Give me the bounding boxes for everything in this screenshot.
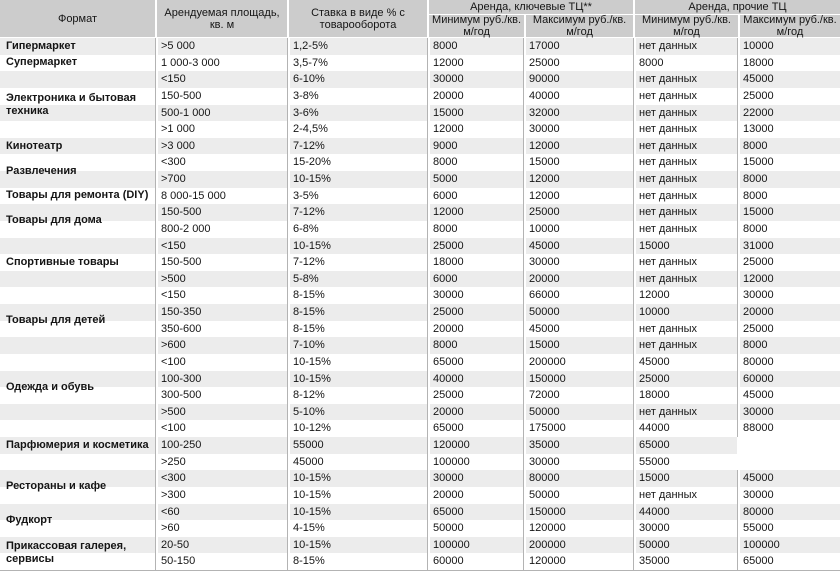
cell-format [0, 553, 155, 570]
table-row [0, 271, 840, 288]
table-row [0, 221, 840, 238]
cell-format [0, 371, 155, 388]
cell-max-key: 80000 [523, 470, 633, 487]
cell-min-key: 20000 [427, 321, 523, 338]
cell-max-other: 13000 [737, 121, 840, 138]
cell-min-other: 25000 [633, 371, 737, 388]
cell-max-other: 25000 [737, 254, 840, 271]
cell-max-other: 8000 [737, 171, 840, 188]
table-row [0, 537, 840, 554]
table-body [0, 38, 840, 570]
cell-rate: 6-8% [287, 221, 427, 238]
column-group-key-malls [427, 0, 633, 37]
cell-max-other: 25000 [737, 321, 840, 338]
table-row [0, 454, 840, 471]
cell-format [0, 204, 155, 221]
cell-area: 150-500 [155, 254, 287, 271]
cell-area: 8 000-15 000 [155, 188, 287, 205]
cell-format [0, 138, 155, 155]
group-header-other-malls: Аренда, прочие ТЦ [635, 0, 840, 15]
cell-area: 1 000-3 000 [155, 55, 287, 72]
cell-format [0, 437, 155, 454]
cell-max-key: 20000 [523, 271, 633, 288]
cell-min-key: 6000 [427, 188, 523, 205]
format-label: Кинотеатр [6, 139, 63, 152]
cell-max-other: 30000 [737, 487, 840, 504]
cell-max-key: 15000 [523, 154, 633, 171]
cell-min-other: нет данных [633, 71, 737, 88]
cell-area: >300 [155, 487, 287, 504]
cell-max-key: 150000 [523, 371, 633, 388]
format-label: Товары для дома [6, 214, 102, 227]
cell-min-key: 12000 [427, 121, 523, 138]
cell-max-other: 60000 [737, 371, 840, 388]
cell-rate: 7-10% [287, 337, 427, 354]
cell-min-other: нет данных [633, 121, 737, 138]
format-label: Одежда и обувь [6, 380, 95, 393]
cell-area: <150 [155, 71, 287, 88]
cell-area: >60 [155, 520, 287, 537]
cell-format [0, 354, 155, 371]
cell-min-other: 12000 [633, 287, 737, 304]
cell-area: 20-50 [155, 537, 287, 554]
cell-min-key: 30000 [427, 470, 523, 487]
cell-format [0, 38, 155, 55]
cell-area: 150-500 [155, 88, 287, 105]
cell-max-key: 45000 [523, 238, 633, 255]
group-header-key-malls: Аренда, ключевые ТЦ** [429, 0, 633, 15]
table-row [0, 287, 840, 304]
cell-max-other: 100000 [737, 537, 840, 554]
cell-rate: 10-15% [287, 238, 427, 255]
table-row [0, 387, 840, 404]
table-row [0, 38, 840, 55]
column-header-min-key: Минимум руб./кв. м/год [429, 15, 524, 37]
cell-area: <60 [155, 504, 287, 521]
cell-format [0, 387, 155, 404]
table-row [0, 71, 840, 88]
cell-min-other: 8000 [633, 55, 737, 72]
cell-max-other: 31000 [737, 238, 840, 255]
cell-max-other: 65000 [737, 553, 840, 570]
cell-rate: 15-20% [287, 154, 427, 171]
cell-rate: 10-15% [287, 487, 427, 504]
cell-max-other: 30000 [737, 287, 840, 304]
cell-max-key: 10000 [523, 221, 633, 238]
cell-min-other: нет данных [633, 221, 737, 238]
cell-rate: 8-15% [287, 553, 427, 570]
cell-rate: 10-15% [287, 537, 427, 554]
cell-area: <100 [155, 354, 287, 371]
cell-min-other: 35000 [633, 553, 737, 570]
table-row [0, 371, 840, 388]
cell-min-other: 44000 [633, 504, 737, 521]
cell-area: 100-300 [155, 371, 287, 388]
table-row [0, 105, 840, 122]
cell-area: >1 000 [155, 121, 287, 138]
cell-max-other: 88000 [737, 420, 840, 437]
format-label: Развлечения [6, 164, 77, 177]
table-row [0, 504, 840, 521]
column-group-other-malls [633, 0, 840, 37]
table-row [0, 354, 840, 371]
cell-min-key: 30000 [427, 287, 523, 304]
cell-min-key: 18000 [427, 254, 523, 271]
cell-min-other: нет данных [633, 88, 737, 105]
cell-min-key: 65000 [427, 420, 523, 437]
cell-rate: 10-15% [287, 504, 427, 521]
cell-min-other: нет данных [633, 171, 737, 188]
cell-max-other: 8000 [737, 221, 840, 238]
cell-min-other: 55000 [633, 454, 737, 471]
cell-rate: 7-12% [287, 254, 427, 271]
cell-min-key: 8000 [427, 38, 523, 55]
column-header-max-key: Максимум руб./кв. м/год [524, 15, 633, 37]
table-row [0, 487, 840, 504]
cell-rate: 2-4,5% [287, 121, 427, 138]
cell-rate: 55000 [287, 437, 427, 454]
cell-area: <150 [155, 287, 287, 304]
format-label: Парфюмерия и косметика [6, 438, 149, 451]
cell-min-other: нет данных [633, 254, 737, 271]
cell-area: 150-500 [155, 204, 287, 221]
cell-max-key: 200000 [523, 354, 633, 371]
cell-min-key: 8000 [427, 154, 523, 171]
format-label: Электроника и бытовая техника [6, 91, 137, 117]
cell-max-key: 72000 [523, 387, 633, 404]
cell-min-key: 25000 [427, 238, 523, 255]
cell-max-key: 40000 [523, 88, 633, 105]
cell-max-other: 55000 [737, 520, 840, 537]
cell-area: >250 [155, 454, 287, 471]
format-label: Гипермаркет [6, 39, 76, 52]
cell-min-key: 15000 [427, 105, 523, 122]
column-header-max-other: Максимум руб./кв. м/год [738, 15, 840, 37]
cell-min-other: нет данных [633, 487, 737, 504]
cell-rate: 8-15% [287, 304, 427, 321]
cell-max-key: 90000 [523, 71, 633, 88]
cell-min-key: 40000 [427, 371, 523, 388]
cell-max-key: 12000 [523, 188, 633, 205]
table-row [0, 437, 840, 454]
cell-max-other: 15000 [737, 154, 840, 171]
table-row [0, 188, 840, 205]
cell-area: <300 [155, 154, 287, 171]
cell-format [0, 154, 155, 171]
cell-format [0, 271, 155, 288]
format-label: Прикассовая галерея, сервисы [6, 540, 127, 566]
column-header-min-other: Минимум руб./кв. м/год [635, 15, 738, 37]
table-row [0, 154, 840, 171]
cell-min-key: 30000 [427, 71, 523, 88]
cell-rate: 5-8% [287, 271, 427, 288]
cell-min-other: нет данных [633, 404, 737, 421]
cell-max-key: 50000 [523, 487, 633, 504]
cell-min-other: 50000 [633, 537, 737, 554]
table-row [0, 55, 840, 72]
cell-area: >700 [155, 171, 287, 188]
cell-area: <100 [155, 420, 287, 437]
table-row [0, 520, 840, 537]
cell-rate: 3-5% [287, 188, 427, 205]
table-row [0, 337, 840, 354]
cell-format [0, 254, 155, 271]
cell-area: >5 000 [155, 38, 287, 55]
cell-area: 500-1 000 [155, 105, 287, 122]
cell-max-key: 30000 [523, 121, 633, 138]
cell-rate: 10-15% [287, 171, 427, 188]
format-label: Товары для детей [6, 314, 106, 327]
cell-format [0, 88, 155, 105]
cell-max-key: 12000 [523, 138, 633, 155]
table-row [0, 204, 840, 221]
table-row [0, 420, 840, 437]
cell-min-other: 15000 [633, 238, 737, 255]
cell-rate: 5-10% [287, 404, 427, 421]
format-label: Супермаркет [6, 56, 78, 69]
cell-area: >500 [155, 404, 287, 421]
cell-rate: 7-12% [287, 204, 427, 221]
format-label: Спортивные товары [6, 255, 119, 268]
table-row [0, 470, 840, 487]
cell-max-key: 120000 [523, 553, 633, 570]
cell-rate: 7-12% [287, 138, 427, 155]
cell-format [0, 420, 155, 437]
table-row [0, 171, 840, 188]
cell-max-key: 66000 [523, 287, 633, 304]
cell-format [0, 287, 155, 304]
cell-format [0, 121, 155, 138]
cell-rate: 3,5-7% [287, 55, 427, 72]
cell-max-other: 20000 [737, 304, 840, 321]
cell-format [0, 105, 155, 122]
cell-max-key: 17000 [523, 38, 633, 55]
cell-area: 150-350 [155, 304, 287, 321]
cell-min-other: нет данных [633, 105, 737, 122]
table-row [0, 121, 840, 138]
table-row [0, 88, 840, 105]
table-bottom-border [0, 570, 840, 576]
cell-rate: 4-15% [287, 520, 427, 537]
cell-area: 100-250 [155, 437, 287, 454]
cell-min-other: нет данных [633, 337, 737, 354]
cell-format [0, 321, 155, 338]
cell-min-key: 6000 [427, 271, 523, 288]
cell-rate: 10-12% [287, 420, 427, 437]
cell-min-key: 20000 [427, 487, 523, 504]
cell-max-other: 12000 [737, 271, 840, 288]
cell-min-other: нет данных [633, 154, 737, 171]
cell-format [0, 171, 155, 188]
cell-rate: 3-6% [287, 105, 427, 122]
cell-min-other: 45000 [633, 354, 737, 371]
cell-min-other: нет данных [633, 38, 737, 55]
cell-min-other: нет данных [633, 138, 737, 155]
cell-min-key: 120000 [427, 437, 523, 454]
cell-area: <300 [155, 470, 287, 487]
cell-max-key: 35000 [523, 437, 633, 454]
cell-rate: 10-15% [287, 470, 427, 487]
cell-max-other: 8000 [737, 138, 840, 155]
cell-area: 50-150 [155, 553, 287, 570]
cell-min-other: 15000 [633, 470, 737, 487]
cell-min-key: 60000 [427, 553, 523, 570]
cell-min-key: 20000 [427, 88, 523, 105]
cell-max-other: 15000 [737, 204, 840, 221]
cell-area: <150 [155, 238, 287, 255]
cell-min-other: нет данных [633, 188, 737, 205]
cell-max-other: 25000 [737, 88, 840, 105]
cell-max-key: 15000 [523, 337, 633, 354]
cell-min-key: 5000 [427, 171, 523, 188]
cell-area: >500 [155, 271, 287, 288]
cell-max-other: 45000 [737, 387, 840, 404]
cell-min-key: 25000 [427, 387, 523, 404]
cell-max-key: 32000 [523, 105, 633, 122]
cell-max-other: 22000 [737, 105, 840, 122]
cell-min-other: нет данных [633, 271, 737, 288]
cell-format [0, 304, 155, 321]
cell-min-other: нет данных [633, 204, 737, 221]
cell-format [0, 454, 155, 471]
table-header [0, 0, 840, 38]
cell-rate: 8-15% [287, 321, 427, 338]
cell-max-other: 45000 [737, 71, 840, 88]
cell-min-other: 18000 [633, 387, 737, 404]
cell-min-key: 65000 [427, 354, 523, 371]
cell-max-key: 30000 [523, 254, 633, 271]
cell-format [0, 71, 155, 88]
cell-max-key: 175000 [523, 420, 633, 437]
cell-rate: 8-12% [287, 387, 427, 404]
cell-rate: 45000 [287, 454, 427, 471]
cell-area: >3 000 [155, 138, 287, 155]
cell-min-key: 65000 [427, 504, 523, 521]
table-row [0, 553, 840, 570]
cell-min-key: 9000 [427, 138, 523, 155]
cell-max-key: 150000 [523, 504, 633, 521]
cell-format [0, 188, 155, 205]
cell-max-other: 10000 [737, 38, 840, 55]
cell-max-other: 45000 [737, 470, 840, 487]
table-row [0, 238, 840, 255]
cell-format [0, 404, 155, 421]
cell-min-key: 50000 [427, 520, 523, 537]
cell-min-other: нет данных [633, 321, 737, 338]
column-header-rate: Ставка в виде % с товарооборота [287, 0, 427, 37]
cell-rate: 6-10% [287, 71, 427, 88]
cell-area: 300-500 [155, 387, 287, 404]
cell-max-key: 50000 [523, 404, 633, 421]
cell-min-other: 65000 [633, 437, 737, 454]
cell-min-key: 12000 [427, 204, 523, 221]
cell-format [0, 504, 155, 521]
cell-format [0, 221, 155, 238]
cell-rate: 8-15% [287, 287, 427, 304]
cell-max-key: 200000 [523, 537, 633, 554]
table-row [0, 138, 840, 155]
cell-max-key: 50000 [523, 304, 633, 321]
format-label: Рестораны и кафе [6, 480, 107, 493]
cell-format [0, 487, 155, 504]
table-row [0, 254, 840, 271]
cell-max-other [737, 437, 840, 454]
cell-max-other: 80000 [737, 354, 840, 371]
cell-max-key: 45000 [523, 321, 633, 338]
cell-max-key: 25000 [523, 55, 633, 72]
cell-max-key: 30000 [523, 454, 633, 471]
cell-max-other [737, 454, 840, 471]
column-header-area: Арендуемая площадь, кв. м [155, 0, 287, 37]
format-label: Фудкорт [6, 513, 53, 526]
cell-min-key: 100000 [427, 537, 523, 554]
cell-max-key: 25000 [523, 204, 633, 221]
cell-max-other: 18000 [737, 55, 840, 72]
cell-min-other: 44000 [633, 420, 737, 437]
cell-max-key: 12000 [523, 171, 633, 188]
cell-format [0, 337, 155, 354]
cell-min-key: 8000 [427, 337, 523, 354]
table-row [0, 304, 840, 321]
cell-format [0, 520, 155, 537]
cell-min-key: 20000 [427, 404, 523, 421]
cell-min-key: 100000 [427, 454, 523, 471]
cell-max-key: 120000 [523, 520, 633, 537]
table-row [0, 404, 840, 421]
cell-rate: 3-8% [287, 88, 427, 105]
cell-format [0, 55, 155, 72]
cell-format [0, 537, 155, 554]
cell-area: 800-2 000 [155, 221, 287, 238]
cell-min-key: 8000 [427, 221, 523, 238]
cell-format [0, 238, 155, 255]
cell-area: >600 [155, 337, 287, 354]
cell-rate: 1,2-5% [287, 38, 427, 55]
cell-min-key: 25000 [427, 304, 523, 321]
cell-format [0, 470, 155, 487]
cell-max-other: 80000 [737, 504, 840, 521]
cell-min-key: 12000 [427, 55, 523, 72]
cell-max-other: 30000 [737, 404, 840, 421]
cell-min-other: 10000 [633, 304, 737, 321]
cell-area: 350-600 [155, 321, 287, 338]
column-header-format: Формат [0, 0, 155, 37]
cell-max-other: 8000 [737, 337, 840, 354]
cell-rate: 10-15% [287, 371, 427, 388]
cell-max-other: 8000 [737, 188, 840, 205]
cell-rate: 10-15% [287, 354, 427, 371]
cell-min-other: 30000 [633, 520, 737, 537]
table-row [0, 321, 840, 338]
format-label: Товары для ремонта (DIY) [6, 189, 149, 202]
